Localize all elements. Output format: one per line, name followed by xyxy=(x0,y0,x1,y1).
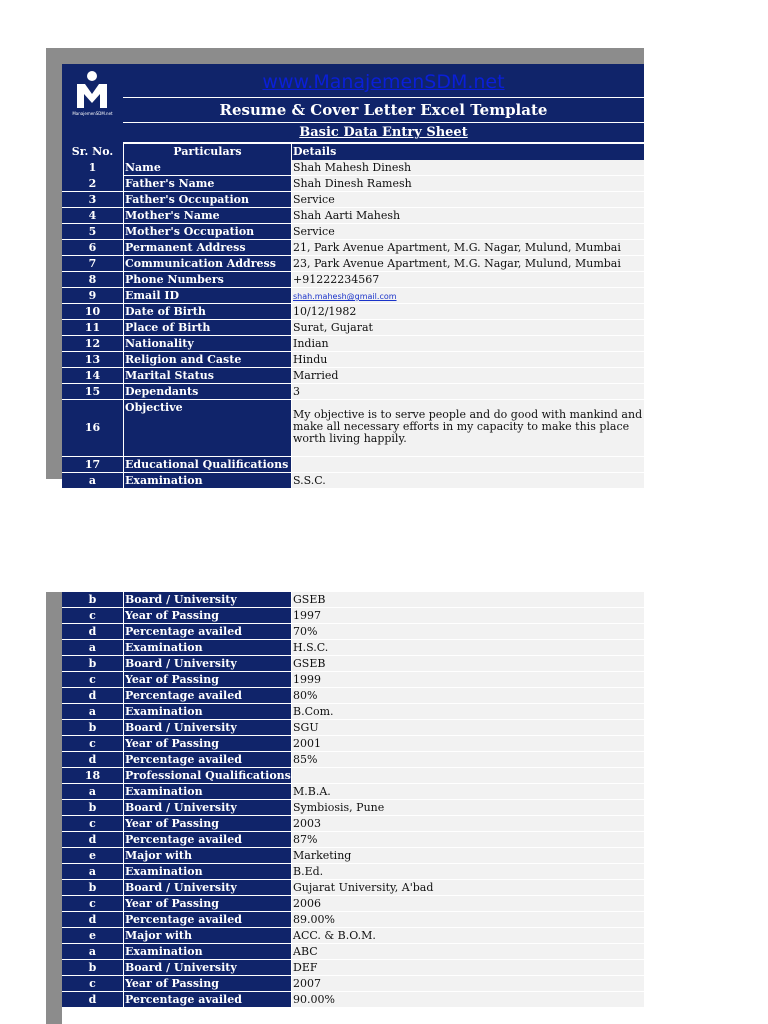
table-row xyxy=(62,720,644,736)
row-details-cell[interactable]: 87% xyxy=(292,832,644,847)
row-serial-cell[interactable]: 2 xyxy=(62,176,123,191)
table-row xyxy=(62,736,644,752)
header-url-row xyxy=(123,64,644,97)
row-details-cell[interactable]: 2001 xyxy=(292,736,644,751)
logo-caption: ManajemenSDM.net xyxy=(72,111,113,116)
sheet-page-bottom xyxy=(46,592,644,1024)
row-particulars-cell[interactable]: Permanent Address xyxy=(124,240,291,255)
row-particulars-cell[interactable]: Board / University xyxy=(124,880,291,895)
row-particulars-cell[interactable]: Father's Name xyxy=(124,176,291,191)
table-row xyxy=(62,656,644,672)
table-row xyxy=(62,784,644,800)
row-particulars-cell[interactable]: Year of Passing xyxy=(124,816,291,831)
data-rows-bottom xyxy=(62,592,644,1008)
table-row xyxy=(62,800,644,816)
row-particulars-cell[interactable]: Percentage availed xyxy=(124,624,291,639)
row-particulars-cell[interactable]: Year of Passing xyxy=(124,736,291,751)
table-row xyxy=(62,768,644,784)
row-serial-cell[interactable]: 11 xyxy=(62,320,123,335)
table-row xyxy=(62,192,644,208)
row-particulars-cell[interactable]: Examination xyxy=(124,473,291,488)
row-serial-cell[interactable]: a xyxy=(62,784,123,799)
row-details-cell[interactable]: Hindu xyxy=(292,352,644,367)
row-details-cell[interactable]: Service xyxy=(292,224,644,239)
row-serial-cell[interactable]: 18 xyxy=(62,768,123,783)
table-row xyxy=(62,992,644,1008)
row-serial-cell[interactable]: 14 xyxy=(62,368,123,383)
column-header-particulars: Particulars xyxy=(124,144,291,160)
table-row xyxy=(62,928,644,944)
row-particulars-cell[interactable]: Percentage availed xyxy=(124,992,291,1007)
row-details-cell[interactable]: 2007 xyxy=(292,976,644,991)
row-serial-cell[interactable]: 5 xyxy=(62,224,123,239)
row-serial-cell[interactable]: 13 xyxy=(62,352,123,367)
row-particulars-cell[interactable]: Board / University xyxy=(124,720,291,735)
row-particulars-cell[interactable]: Board / University xyxy=(124,960,291,975)
row-serial-cell[interactable]: a xyxy=(62,640,123,655)
table-row xyxy=(62,320,644,336)
table-row xyxy=(62,473,644,489)
table-row xyxy=(62,864,644,880)
row-particulars-cell[interactable]: Year of Passing xyxy=(124,672,291,687)
row-particulars-cell[interactable]: Nationality xyxy=(124,336,291,351)
row-particulars-cell[interactable]: Place of Birth xyxy=(124,320,291,335)
row-particulars-cell[interactable]: Dependants xyxy=(124,384,291,399)
row-details-cell[interactable]: Shah Mahesh Dinesh xyxy=(292,160,644,175)
row-details-cell[interactable]: 23, Park Avenue Apartment, M.G. Nagar, Mulund, Mumbai xyxy=(292,256,644,271)
row-serial-cell[interactable]: 12 xyxy=(62,336,123,351)
column-header-details: Details xyxy=(292,144,644,160)
row-particulars-cell[interactable]: Name xyxy=(124,160,291,175)
column-header-row xyxy=(62,144,644,160)
row-details-cell[interactable]: Marketing xyxy=(292,848,644,863)
row-serial-cell[interactable]: c xyxy=(62,608,123,623)
row-serial-cell[interactable]: d xyxy=(62,624,123,639)
row-serial-cell[interactable]: b xyxy=(62,880,123,895)
row-serial-cell[interactable]: d xyxy=(62,832,123,847)
row-serial-cell[interactable]: a xyxy=(62,704,123,719)
row-serial-cell[interactable]: c xyxy=(62,736,123,751)
email-link[interactable]: shah.mahesh@gmail.com xyxy=(293,292,397,301)
row-serial-cell[interactable]: b xyxy=(62,960,123,975)
row-details-cell[interactable]: H.S.C. xyxy=(292,640,644,655)
row-particulars-cell[interactable]: Examination xyxy=(124,704,291,719)
row-details-cell[interactable]: 70% xyxy=(292,624,644,639)
row-particulars-cell[interactable]: Communication Address xyxy=(124,256,291,271)
row-serial-cell[interactable]: 3 xyxy=(62,192,123,207)
row-details-cell[interactable]: DEF xyxy=(292,960,644,975)
row-serial-cell[interactable]: b xyxy=(62,720,123,735)
row-serial-cell[interactable]: 8 xyxy=(62,272,123,287)
row-particulars-cell[interactable]: Major with xyxy=(124,928,291,943)
row-particulars-cell[interactable]: Board / University xyxy=(124,592,291,607)
row-details-cell[interactable]: SGU xyxy=(292,720,644,735)
table-row xyxy=(62,752,644,768)
row-serial-cell[interactable]: d xyxy=(62,912,123,927)
row-details-cell[interactable]: 21, Park Avenue Apartment, M.G. Nagar, Mulund, Mumbai xyxy=(292,240,644,255)
table-row xyxy=(62,288,644,304)
table-row xyxy=(62,848,644,864)
row-details-cell[interactable]: Gujarat University, A'bad xyxy=(292,880,644,895)
row-details-cell[interactable]: ABC xyxy=(292,944,644,959)
row-particulars-cell[interactable]: Board / University xyxy=(124,800,291,815)
row-details-cell[interactable]: ACC. & B.O.M. xyxy=(292,928,644,943)
row-serial-cell[interactable]: c xyxy=(62,896,123,911)
page-title: Resume & Cover Letter Excel Template xyxy=(123,98,644,122)
row-serial-cell[interactable]: d xyxy=(62,688,123,703)
row-details-cell[interactable]: 85% xyxy=(292,752,644,767)
row-particulars-cell[interactable]: Year of Passing xyxy=(124,976,291,991)
row-particulars-cell[interactable]: Examination xyxy=(124,640,291,655)
row-details-cell[interactable]: Shah Dinesh Ramesh xyxy=(292,176,644,191)
table-row xyxy=(62,256,644,272)
table-row xyxy=(62,672,644,688)
row-serial-cell[interactable]: c xyxy=(62,816,123,831)
sheet-top-bar xyxy=(46,48,644,64)
row-particulars-cell[interactable]: Phone Numbers xyxy=(124,272,291,287)
row-particulars-cell[interactable]: Objective xyxy=(124,400,291,456)
row-details-cell[interactable]: GSEB xyxy=(292,592,644,607)
table-row xyxy=(62,272,644,288)
row-particulars-cell[interactable]: Examination xyxy=(124,784,291,799)
row-particulars-cell[interactable]: Religion and Caste xyxy=(124,352,291,367)
row-particulars-cell[interactable]: Percentage availed xyxy=(124,832,291,847)
row-details-cell[interactable]: 89.00% xyxy=(292,912,644,927)
table-row xyxy=(62,688,644,704)
table-row xyxy=(62,176,644,192)
row-details-cell[interactable]: M.B.A. xyxy=(292,784,644,799)
website-link[interactable]: www.ManajemenSDM.net xyxy=(262,71,505,93)
sheet-left-gutter xyxy=(46,48,62,479)
row-particulars-cell[interactable]: Percentage availed xyxy=(124,752,291,767)
row-details-cell[interactable] xyxy=(292,457,644,472)
row-serial-cell[interactable]: b xyxy=(62,592,123,607)
row-particulars-cell[interactable]: Year of Passing xyxy=(124,896,291,911)
table-row xyxy=(62,608,644,624)
row-details-cell[interactable]: My objective is to serve people and do good with mankind and make all necessary efforts in my capacity to make this place worth living happily. xyxy=(292,400,644,456)
row-details-cell[interactable]: Shah Aarti Mahesh xyxy=(292,208,644,223)
table-row xyxy=(62,816,644,832)
data-rows-top xyxy=(62,160,644,489)
row-serial-cell[interactable]: 10 xyxy=(62,304,123,319)
row-serial-cell[interactable]: a xyxy=(62,864,123,879)
table-row xyxy=(62,457,644,473)
row-particulars-cell[interactable]: Major with xyxy=(124,848,291,863)
row-particulars-cell[interactable]: Examination xyxy=(124,864,291,879)
row-details-cell[interactable]: 3 xyxy=(292,384,644,399)
table-row xyxy=(62,304,644,320)
table-row xyxy=(62,336,644,352)
row-serial-cell[interactable]: e xyxy=(62,848,123,863)
row-particulars-cell[interactable]: Professional Qualifications xyxy=(125,769,291,782)
row-serial-cell[interactable]: b xyxy=(62,656,123,671)
row-details-cell[interactable]: 1997 xyxy=(292,608,644,623)
table-row xyxy=(62,160,644,176)
table-row xyxy=(62,976,644,992)
row-serial-cell[interactable]: 4 xyxy=(62,208,123,223)
table-row xyxy=(62,224,644,240)
row-details-cell[interactable]: Surat, Gujarat xyxy=(292,320,644,335)
table-row xyxy=(62,944,644,960)
logo-person-icon xyxy=(74,70,110,110)
row-details-cell[interactable]: Indian xyxy=(292,336,644,351)
table-row xyxy=(62,352,644,368)
row-serial-cell[interactable]: a xyxy=(62,473,123,488)
row-particulars-cell[interactable]: Board / University xyxy=(124,656,291,671)
row-details-cell[interactable]: 2006 xyxy=(292,896,644,911)
row-serial-cell[interactable]: d xyxy=(62,992,123,1007)
row-serial-cell[interactable]: e xyxy=(62,928,123,943)
sheet-left-gutter xyxy=(46,592,62,1024)
row-details-cell[interactable]: +91222234567 xyxy=(292,272,644,287)
table-row xyxy=(62,912,644,928)
row-serial-cell[interactable]: 6 xyxy=(62,240,123,255)
table-row xyxy=(62,640,644,656)
row-serial-cell[interactable]: 17 xyxy=(62,457,123,472)
row-particulars-cell[interactable]: Percentage availed xyxy=(124,912,291,927)
row-particulars-cell[interactable]: Marital Status xyxy=(124,368,291,383)
table-row xyxy=(62,400,644,457)
row-serial-cell[interactable]: 1 xyxy=(62,160,123,175)
row-serial-cell[interactable]: 9 xyxy=(62,288,123,303)
row-details-cell[interactable]: 80% xyxy=(292,688,644,703)
row-serial-cell[interactable]: a xyxy=(62,944,123,959)
row-details-cell[interactable]: GSEB xyxy=(292,656,644,671)
row-serial-cell[interactable]: c xyxy=(62,672,123,687)
table-row xyxy=(62,880,644,896)
column-header-sr: Sr. No. xyxy=(62,144,123,160)
row-details-cell[interactable]: S.S.C. xyxy=(292,473,644,488)
table-row xyxy=(62,368,644,384)
row-particulars-cell[interactable]: Year of Passing xyxy=(124,608,291,623)
row-particulars-cell[interactable]: Educational Qualifications xyxy=(124,457,291,472)
row-serial-cell[interactable]: c xyxy=(62,976,123,991)
table-row xyxy=(62,384,644,400)
row-serial-cell[interactable]: 7 xyxy=(62,256,123,271)
row-particulars-cell[interactable]: Mother's Occupation xyxy=(124,224,291,239)
row-particulars-cell[interactable]: Date of Birth xyxy=(124,304,291,319)
row-serial-cell[interactable]: 16 xyxy=(62,400,123,456)
sheet-page-top xyxy=(46,48,644,487)
row-particulars-cell[interactable]: Mother's Name xyxy=(124,208,291,223)
page-subtitle: Basic Data Entry Sheet xyxy=(123,123,644,142)
row-details-cell[interactable]: B.Com. xyxy=(292,704,644,719)
row-details-cell[interactable] xyxy=(292,288,644,303)
row-details-cell[interactable]: 1999 xyxy=(292,672,644,687)
row-particulars-cell[interactable]: Examination xyxy=(124,944,291,959)
table-row xyxy=(62,208,644,224)
row-details-cell[interactable]: 10/12/1982 xyxy=(292,304,644,319)
row-details-cell[interactable]: 90.00% xyxy=(292,992,644,1007)
row-particulars-cell[interactable]: Father's Occupation xyxy=(124,192,291,207)
row-details-cell[interactable]: 2003 xyxy=(292,816,644,831)
table-row xyxy=(62,960,644,976)
row-details-cell[interactable]: Service xyxy=(292,192,644,207)
row-serial-cell[interactable]: b xyxy=(62,800,123,815)
table-row xyxy=(62,704,644,720)
table-row xyxy=(62,592,644,608)
table-row xyxy=(62,624,644,640)
table-row xyxy=(62,240,644,256)
table-row xyxy=(62,832,644,848)
row-details-cell[interactable]: B.Ed. xyxy=(292,864,644,879)
row-details-cell[interactable]: Married xyxy=(292,368,644,383)
row-serial-cell[interactable]: d xyxy=(62,752,123,767)
row-particulars-cell[interactable]: Percentage availed xyxy=(124,688,291,703)
row-details-cell[interactable] xyxy=(292,768,644,783)
row-particulars-cell[interactable]: Email ID xyxy=(124,288,291,303)
table-row xyxy=(62,896,644,912)
row-serial-cell[interactable]: 15 xyxy=(62,384,123,399)
row-details-cell[interactable]: Symbiosis, Pune xyxy=(292,800,644,815)
